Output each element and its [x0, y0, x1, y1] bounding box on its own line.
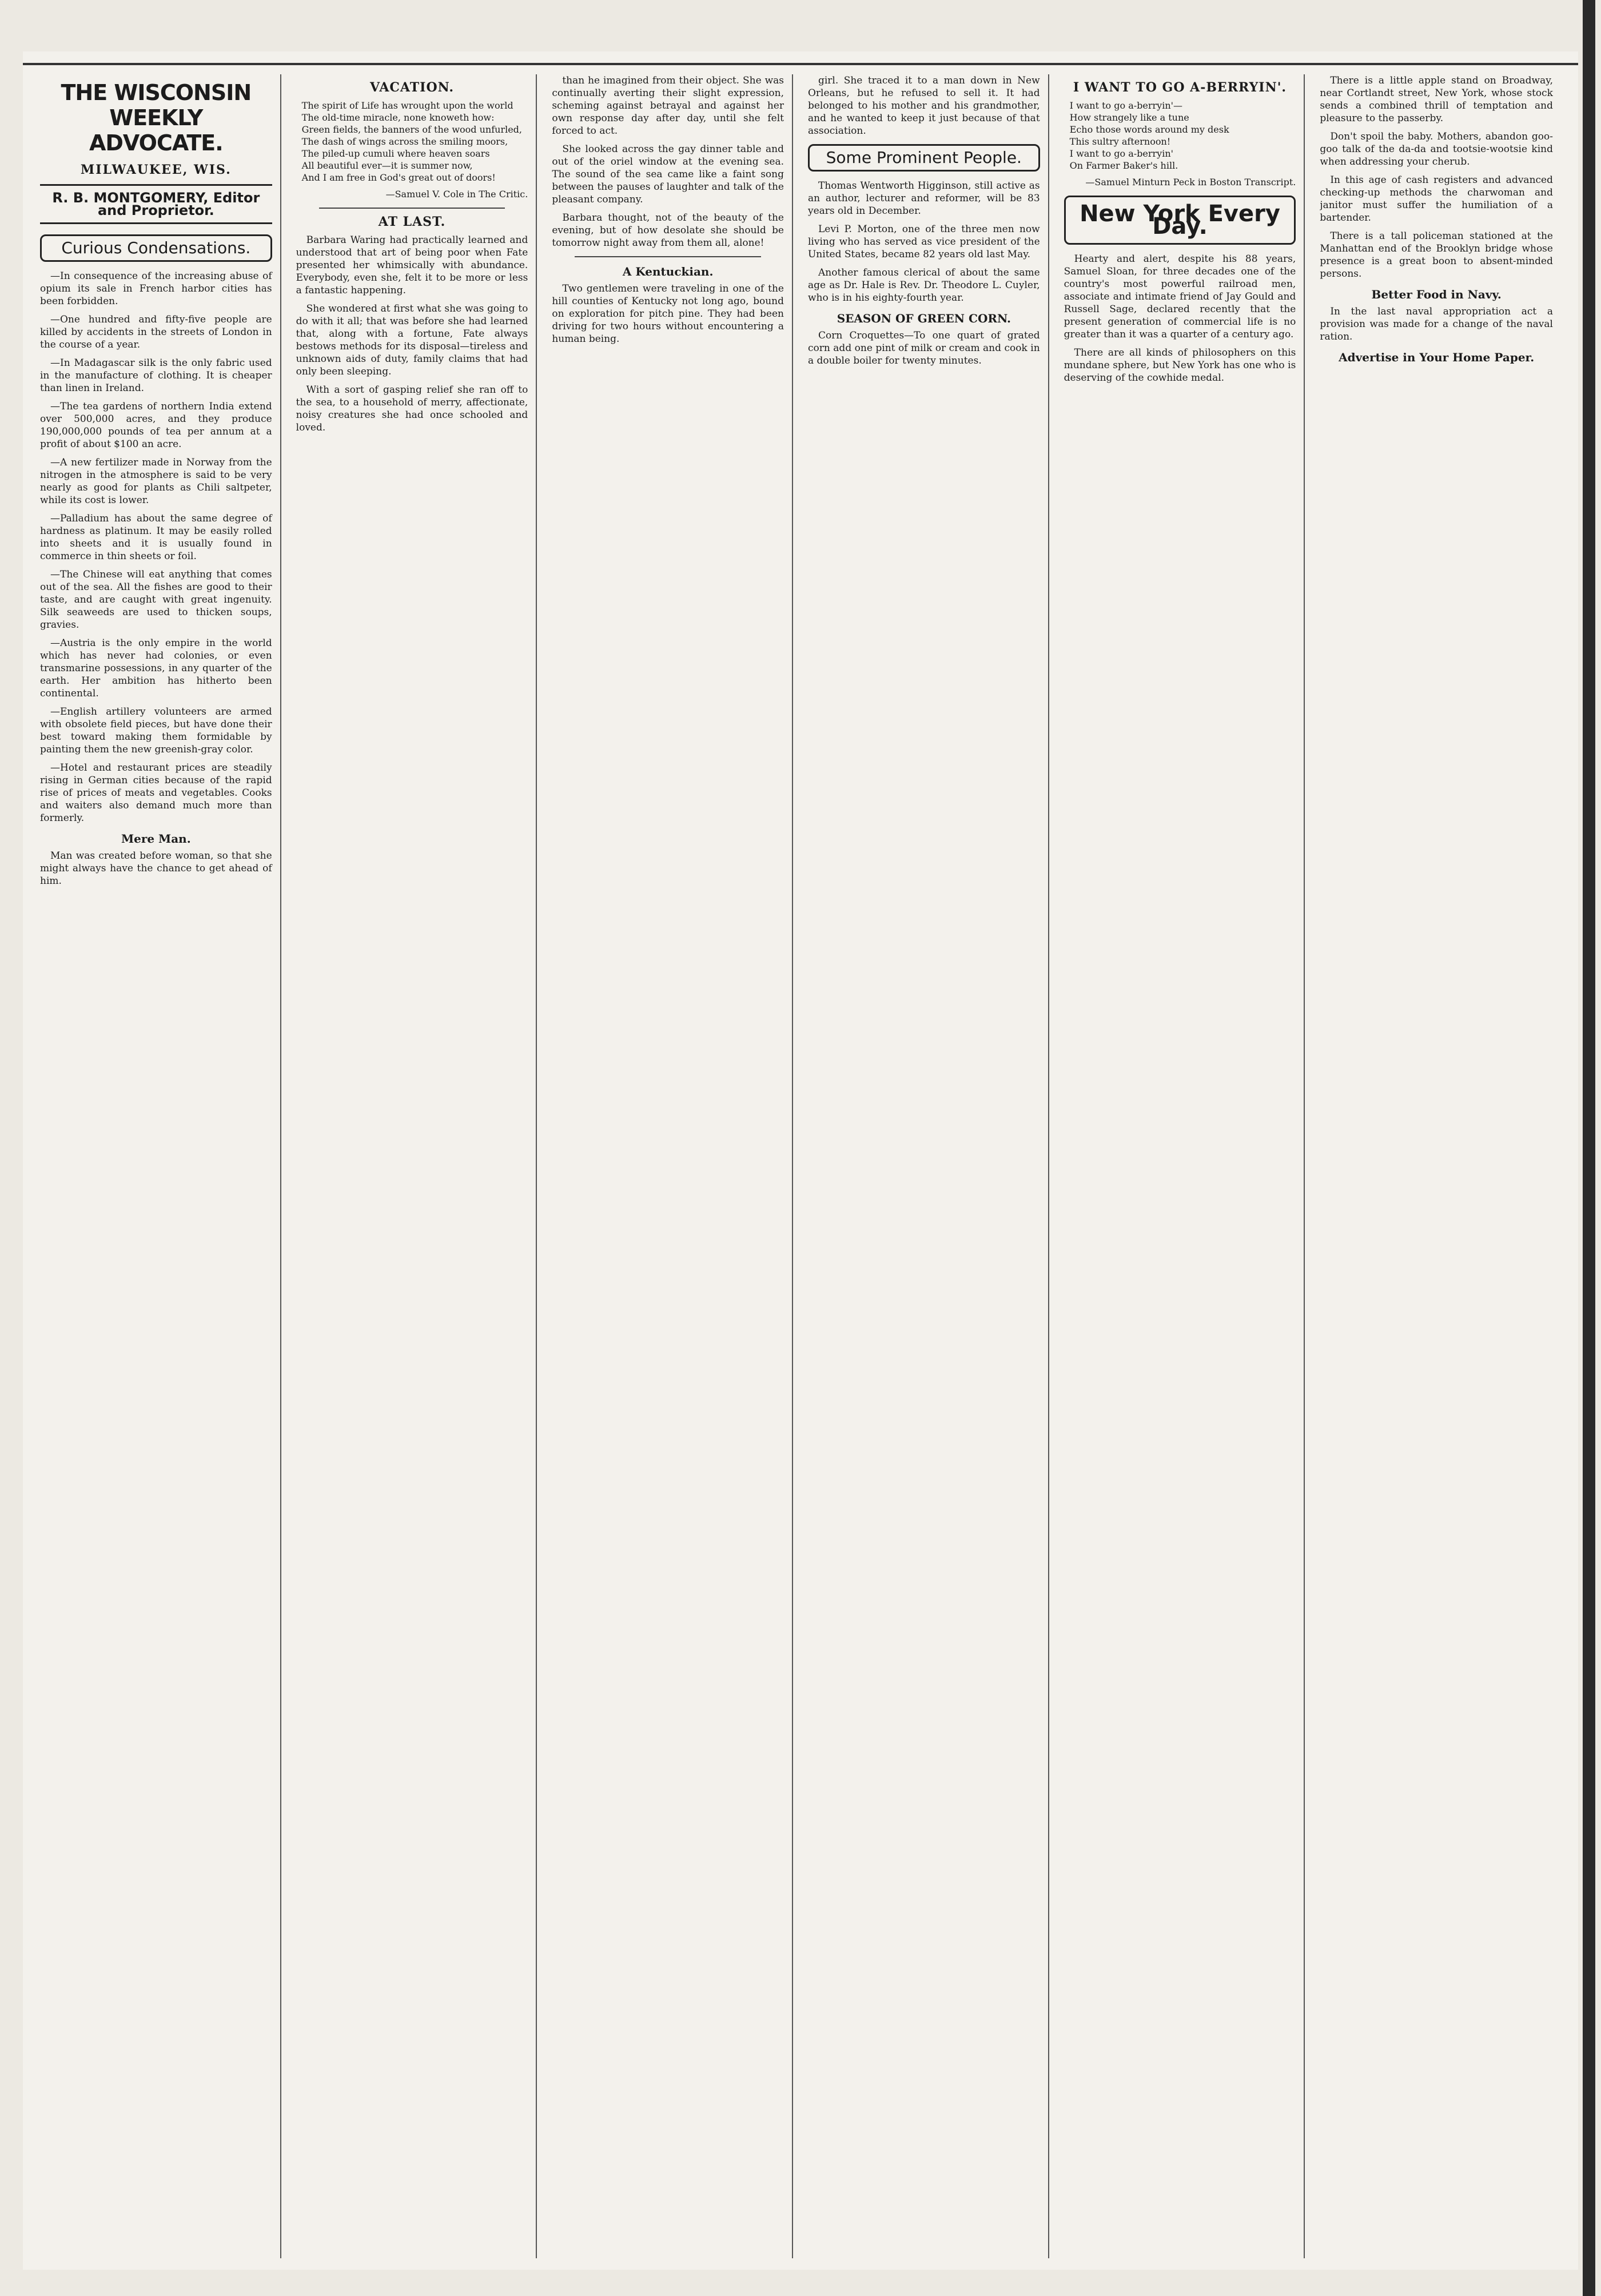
paragraph: Barbara Waring had practically learned and understood that art of being poor when Fate presented her whimsically with abundance. Everybody, even she, felt it to be more or less a fantastic happening.: [296, 234, 528, 296]
paragraph: Another famous clerical of about the same age as Dr. Hale is Rev. Dr. Theodore L. Cuyler, who is in his eighty-fourth year.: [807, 267, 1040, 304]
poem-vacation: The spirit of Life has wrought upon the world The old-time miracle, none knoweth how: Green fields, the banners of the wood unfurled, The dash of wings across the smiling moors, The piled-up cumuli where heaven soars All beautiful ever—it is summer now, And I am free in God's great out of doors!: [301, 100, 523, 183]
column-5: [1064, 74, 1305, 2258]
item: —A new fertilizer made in Norway from the nitrogen in the atmosphere is said to be very nearly as good for plants as Chili saltpeter, while its cost is lower.: [40, 457, 272, 506]
subhead-mere-man: Mere Man.: [121, 832, 191, 846]
dateline-place: MILWAUKEE, WIS.: [80, 162, 232, 177]
divider: [575, 256, 761, 257]
advertise-footer: Advertise in Your Home Paper.: [1339, 350, 1535, 364]
section-heading-new-york: New York Every Day.: [1064, 196, 1296, 245]
mere-man-text: Man was created before woman, so that she might always have the chance to get ahead of him.: [40, 850, 272, 887]
item: —In consequence of the increasing abuse of opium its sale in French harbor cities has been forbidden.: [40, 270, 272, 307]
section-heading-prominent: Some Prominent People.: [808, 144, 1040, 172]
editor-line: R. B. MONTGOMERY, Editor and Proprietor.: [40, 184, 272, 224]
columns: [40, 74, 1561, 2258]
item: —One hundred and fifty-five people are killed by accidents in the streets of London in the course of a year.: [40, 314, 272, 350]
poem-signature: —Samuel Minturn Peck in Boston Transcript.: [1085, 177, 1296, 188]
column-2: [296, 74, 537, 2258]
prominent-people: [808, 180, 1040, 304]
item: —Hotel and restaurant prices are steadily rising in German cities because of the rapid rise of prices of meats and vegetables. Cooks and waiters also demand much more than formerly.: [40, 762, 272, 824]
item: —English artillery volunteers are armed with obsolete field pieces, but have done their best toward making them formidable by painting them the new greenish-gray color.: [40, 706, 272, 755]
item: —Austria is the only empire in the world which has never had colonies, or even transmarine possessions, in any quarter of the earth. Her ambition has hitherto been continental.: [40, 637, 272, 699]
paragraph: She looked across the gay dinner table and out of the oriel window at the evening sea. The sound of the sea came like a faint song between the pauses of laughter and talk of the pleasant company.: [552, 144, 784, 205]
paragraph: With a sort of gasping relief she ran off to the sea, to a household of merry, affectionate, noisy creatures she had once schooled and loved.: [296, 384, 528, 433]
masthead: THE WISCONSIN WEEKLY ADVOCATE.: [61, 80, 252, 156]
poem-title-berryin: I WANT TO GO A-BERRYIN'.: [1073, 80, 1287, 95]
story-title-at-last: AT LAST.: [378, 214, 446, 229]
paragraph: There is a tall policeman stationed at the Manhattan end of the Brooklyn bridge whose presence is a great boon to absent-minded persons.: [1320, 230, 1553, 280]
column-4: [808, 74, 1049, 2258]
navy-text: In the last naval appropriation act a provision was made for a change of the naval ration.: [1320, 306, 1553, 342]
column-3: [552, 74, 793, 2258]
paragraph: There is a little apple stand on Broadway, near Cortlandt street, New York, whose stock sends a combined thrill of temptation and pleasure to the passerby.: [1320, 75, 1553, 124]
paragraph: Don't spoil the baby. Mothers, abandon goo-goo talk of the da-da and tootsie-wootsie kind when addressing your cherub.: [1320, 131, 1553, 168]
item: —The tea gardens of northern India extend over 500,000 acres, and they produce 190,000,000 pounds of tea per annum at a profit of about $100 an acre.: [40, 401, 272, 450]
paragraph: Thomas Wentworth Higginson, still active as an author, lecturer and reformer, will be 83 years old in December.: [807, 180, 1040, 217]
poem-title-vacation: VACATION.: [369, 80, 454, 95]
item: —Palladium has about the same degree of hardness as platinum. It may be easily rolled into sheets and it is usually found in commerce in thin sheets or foil.: [40, 513, 272, 562]
poem-berryin: I want to go a-berryin'— How strangely like a tune Echo those words around my desk This sultry afternoon! I want to go a-berryin' On Farmer Baker's hill.: [1069, 100, 1229, 171]
paragraph: Barbara thought, not of the beauty of the evening, but of how desolate she should be tomorrow night away from them all, alone!: [552, 212, 784, 249]
paragraph: Hearty and alert, despite his 88 years, Samuel Sloan, for three decades one of the country's most powerful railroad men, associate and intimate friend of Jay Gould and Russell Sage, declared recently that the present generation of commercial life is no greater than it was a quarter of a century ago.: [1064, 253, 1296, 340]
paragraph: In this age of cash registers and advanced checking-up methods the charwoman and janitor must suffer the humiliation of a bartender.: [1320, 174, 1553, 224]
divider: [319, 208, 505, 209]
item: —In Madagascar silk is the only fabric used in the manufacture of clothing. It is cheaper than linen in Ireland.: [40, 357, 272, 394]
curious-items: [40, 270, 272, 824]
intro-text: girl. She traced it to a man down in New Orleans, but he refused to sell it. It had belonged to his mother and his grandmother, and he wanted to keep it just because of that association.: [807, 75, 1040, 137]
newspaper-page: [23, 51, 1578, 2270]
story-at-last: [296, 234, 528, 434]
paragraph: She wondered at first what she was going to do with it all; that was before she had learned that, along with a fortune, Fate always bestows methods for its disposal—tireless and unknown aids of duty, family claims that had only been sleeping.: [296, 303, 528, 377]
kentuckian-text: Two gentlemen were traveling in one of the hill counties of Kentucky not long ago, bound on exploration for pitch pine. They had been driving for two hours without encountering a human being.: [552, 283, 784, 345]
subhead-green-corn: SEASON OF GREEN CORN.: [837, 312, 1011, 325]
paragraph: There are all kinds of philosophers on this mundane sphere, but New York has one who is deserving of the cowhide medal.: [1064, 347, 1296, 384]
item: —The Chinese will eat anything that comes out of the sea. All the fishes are good to their taste, and are caught with great ingenuity. Silk seaweeds are used to thicken soups, gravies.: [40, 569, 272, 631]
section-heading-curious: Curious Condensations.: [40, 234, 272, 262]
column-1: [40, 74, 281, 2258]
page-edge-shadow: [1583, 0, 1595, 2296]
new-york-items: [1064, 253, 1296, 384]
column-6-items: [1320, 74, 1553, 280]
top-rule: [23, 63, 1578, 65]
column-6: [1320, 74, 1561, 2258]
subhead-better-food: Better Food in Navy.: [1371, 288, 1502, 301]
subhead-kentuckian: A Kentuckian.: [622, 265, 714, 278]
corn-text: Corn Croquettes—To one quart of grated corn add one pint of milk or cream and cook in a double boiler for twenty minutes.: [807, 330, 1040, 366]
paragraph: Levi P. Morton, one of the three men now living who has served as vice president of the United States, became 82 years old last May.: [807, 224, 1040, 260]
story-continued: [552, 74, 784, 249]
paragraph: than he imagined from their object. She was continually averting their slight expression, scheming against betrayal and against her own response day after day, until she felt forced to act.: [552, 75, 784, 137]
poem-signature: —Samuel V. Cole in The Critic.: [385, 189, 528, 200]
